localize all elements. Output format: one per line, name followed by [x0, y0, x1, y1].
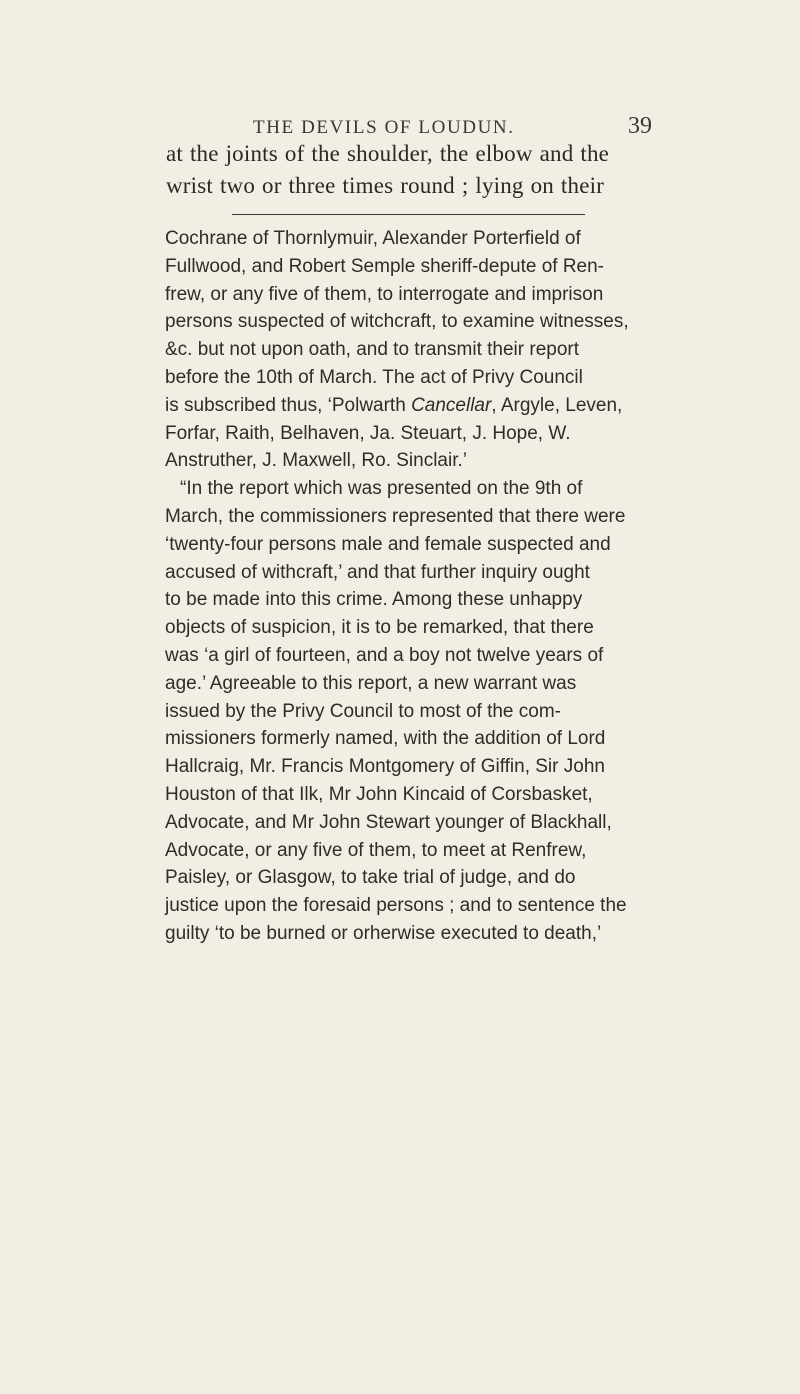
- main-text: [166, 138, 726, 202]
- running-title: THE DEVILS OF LOUDUN.: [253, 117, 515, 138]
- footnote-line: Houston of that Ilk, Mr John Kincaid of Corsbasket,: [165, 783, 593, 805]
- footnote-line: justice upon the foresaid persons ; and to sentence the: [165, 895, 627, 917]
- footnote-text: , Argyle, Leven,: [491, 394, 623, 416]
- footnote-line: accused of withcraft,’ and that further inquiry ought: [165, 561, 590, 583]
- footnote-line: persons suspected of witchcraft, to examine witnesses,: [165, 311, 629, 333]
- footnote-line: frew, or any five of them, to interrogate and imprison: [165, 283, 604, 305]
- footnote-line: before the 10th of March. The act of Privy Council: [165, 366, 583, 388]
- main-text-line: at the joints of the shoulder, the elbow and the: [166, 141, 610, 166]
- footnote-line: Anstruther, J. Maxwell, Ro. Sinclair.’: [165, 450, 467, 472]
- footnote-line: age.’ Agreeable to this report, a new warrant was: [165, 672, 577, 694]
- footnote: [165, 225, 735, 948]
- footnote-line: Advocate, or any five of them, to meet at Renfrew,: [165, 839, 587, 861]
- footnote-line: issued by the Privy Council to most of the com-: [165, 700, 561, 722]
- footnote-line: ‘twenty-four persons male and female suspected and: [165, 533, 611, 555]
- footnote-line: Forfar, Raith, Belhaven, Ja. Steuart, J. Hope, W.: [165, 422, 571, 444]
- footnote-line: Hallcraig, Mr. Francis Montgomery of Giffin, Sir John: [165, 756, 605, 778]
- main-text-line: wrist two or three times round ; lying on their: [166, 173, 605, 198]
- footnote-divider: [232, 214, 585, 215]
- footnote-line: “In the report which was presented on the 9th of: [180, 478, 583, 500]
- footnote-line: Fullwood, and Robert Semple sheriff-depute of Ren-: [165, 255, 605, 277]
- footnote-line: to be made into this crime. Among these unhappy: [165, 589, 583, 611]
- footnote-line: March, the commissioners represented that there were: [165, 505, 626, 527]
- footnote-line: Paisley, or Glasgow, to take trial of judge, and do: [165, 867, 576, 889]
- footnote-line: was ‘a girl of fourteen, and a boy not twelve years of: [165, 644, 604, 666]
- page-number: 39: [628, 113, 652, 139]
- footnote-line: Advocate, and Mr John Stewart younger of Blackhall,: [165, 811, 612, 833]
- footnote-line: missioners formerly named, with the addition of Lord: [165, 728, 606, 750]
- italic-term: Cancellar: [411, 394, 492, 416]
- footnote-line: guilty ‘to be burned or orherwise executed to death,’: [165, 922, 602, 944]
- footnote-line: Cochrane of Thornlymuir, Alexander Porterfield of: [165, 228, 581, 249]
- footnote-line: [165, 392, 735, 420]
- footnote-line: objects of suspicion, it is to be remarked, that there: [165, 617, 594, 639]
- footnote-text: is subscribed thus, ‘Polwarth: [165, 394, 412, 416]
- footnote-line: &c. but not upon oath, and to transmit their report: [165, 339, 580, 361]
